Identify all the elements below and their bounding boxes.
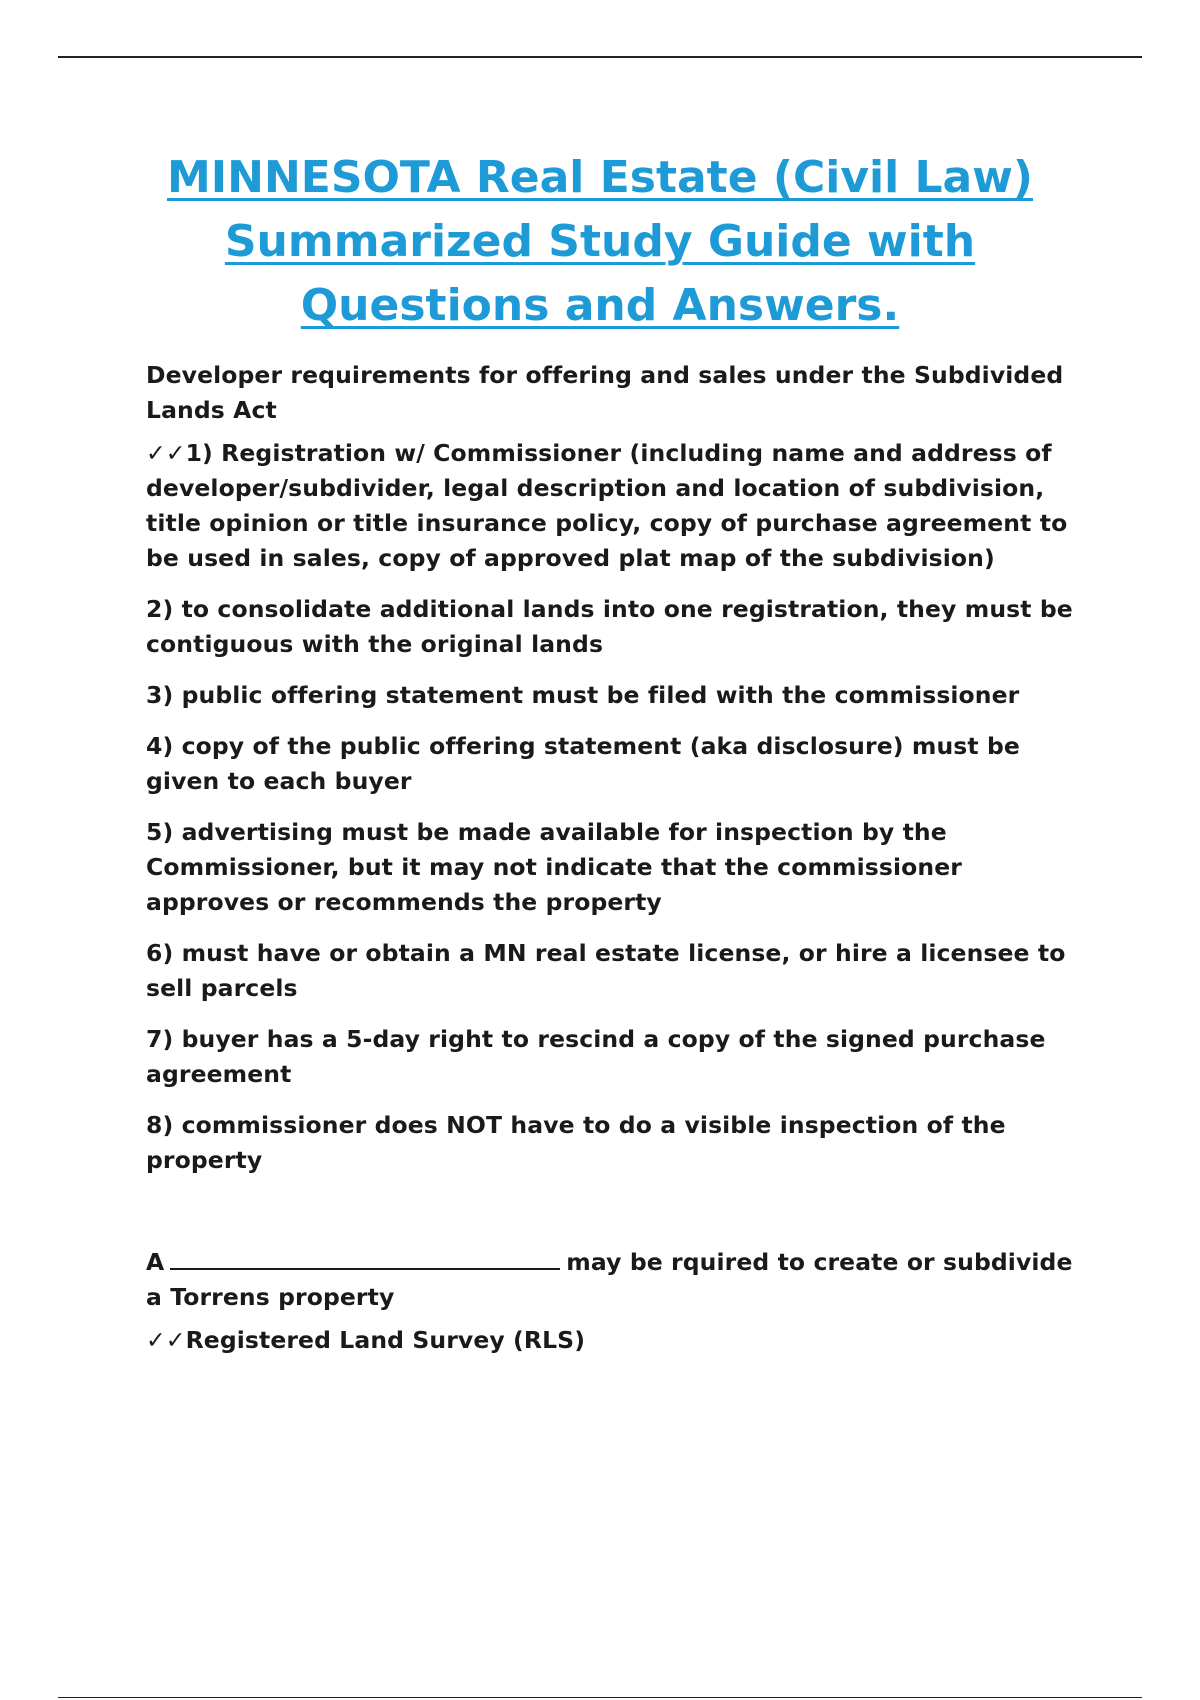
answer-1-item-8: 8) commissioner does NOT have to do a visible inspection of the property	[146, 1111, 1006, 1174]
answer-1-item-2: 2) to consolidate additional lands into one registration, they must be contiguous with the original lands	[146, 595, 1073, 658]
document-title	[100, 146, 1100, 338]
answer-1-text-1: 1) Registration w/ Commissioner (including name and address of developer/subdivider, legal description and location of subdivision, title opinion or title insurance policy, copy of purchase agreement to be used in sales, copy of approved plat map of the subdivision)	[146, 439, 1068, 572]
title-line-3: Questions and Answers.	[300, 280, 900, 331]
answer-1-item-6: 6) must have or obtain a MN real estate license, or hire a licensee to sell parcels	[146, 939, 1066, 1002]
title-line-2: Summarized Study Guide with	[224, 216, 976, 267]
question-2-end: may be rquired to create or subdivide a Torrens property	[146, 1248, 1073, 1311]
fill-in-blank	[170, 1244, 560, 1270]
double-check-icon: ✓✓	[146, 439, 186, 467]
answer-2	[146, 1323, 1086, 1358]
title-line-1: MINNESOTA Real Estate (Civil Law)	[166, 152, 1034, 203]
answer-1-item-5: 5) advertising must be made available for inspection by the Commissioner, but it may not indicate that the commissioner approves or recommends the property	[146, 818, 962, 916]
answer-1-item-7: 7) buyer has a 5-day right to rescind a copy of the signed purchase agreement	[146, 1025, 1046, 1088]
answer-1-item-4: 4) copy of the public offering statement (aka disclosure) must be given to each buyer	[146, 732, 1020, 795]
section-spacer	[146, 1194, 1086, 1244]
bottom-rule	[58, 1697, 1142, 1698]
question-1: Developer requirements for offering and sales under the Subdivided Lands Act	[146, 361, 1064, 424]
question-2-start: A	[146, 1248, 165, 1276]
document-body	[146, 358, 1086, 1374]
answer-1-item-1	[146, 436, 1086, 576]
question-2	[146, 1244, 1086, 1315]
answer-2-text: Registered Land Survey (RLS)	[185, 1326, 586, 1354]
top-rule	[58, 56, 1142, 58]
double-check-icon: ✓✓	[146, 1326, 186, 1354]
answer-1-item-3: 3) public offering statement must be filed with the commissioner	[146, 681, 1020, 709]
